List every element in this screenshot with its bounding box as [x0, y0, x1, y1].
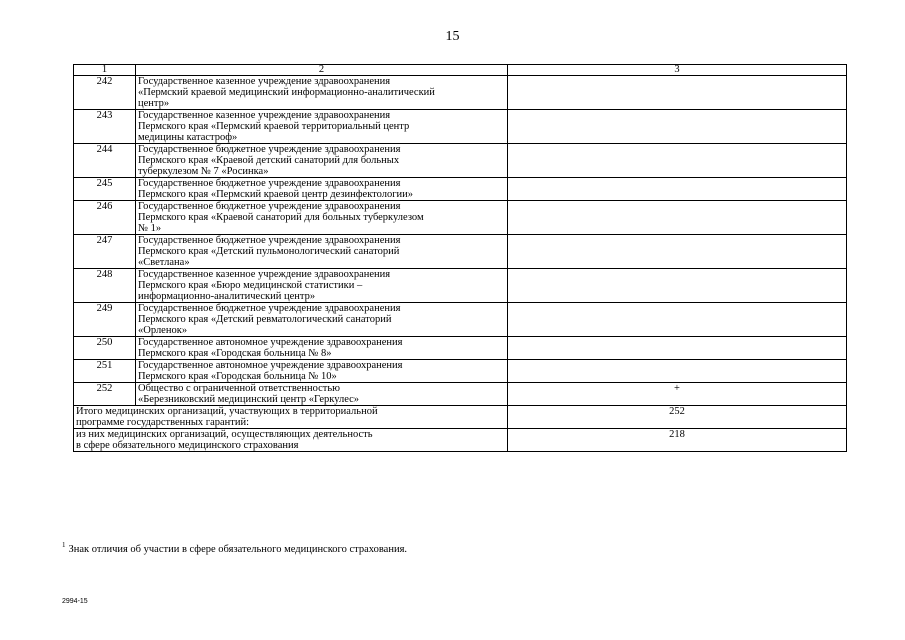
footnote-text: Знак отличия об участии в сфере обязательного медицинского страхования.: [68, 544, 408, 555]
oms-mark: +: [508, 383, 847, 406]
organization-name-line: Пермского края «Городская больница № 8»: [138, 348, 332, 359]
organization-name-line: «Пермский краевой медицинский информационно-аналитический: [138, 87, 435, 98]
organization-name-line: медицины катастроф»: [138, 132, 238, 143]
organization-name-line: Общество с ограниченной ответственностью: [138, 383, 341, 394]
organization-name-line: Пермского края «Краевой детский санаторий для больных: [138, 155, 400, 166]
table-row: [74, 178, 847, 201]
organization-name-line: «Березниковский медицинский центр «Геркулес»: [138, 394, 360, 405]
column-header: 2: [136, 65, 508, 76]
table-row: [74, 76, 847, 110]
organization-name-line: «Светлана»: [138, 257, 190, 268]
organization-name-line: Государственное автономное учреждение здравоохранения: [138, 360, 403, 371]
row-number: 245: [74, 178, 136, 201]
row-number: 250: [74, 337, 136, 360]
organization-name: [136, 269, 508, 303]
document-code: 2994-15: [62, 598, 88, 605]
organization-name-line: Государственное казенное учреждение здравоохранения: [138, 76, 391, 87]
organizations-table: [73, 64, 847, 452]
organization-name-line: Пермского края «Городская больница № 10»: [138, 371, 337, 382]
organization-name-line: № 1»: [138, 223, 162, 234]
oms-mark: [508, 144, 847, 178]
column-header: 1: [74, 65, 136, 76]
oms-mark: [508, 76, 847, 110]
oms-mark: [508, 178, 847, 201]
organization-name-line: Пермского края «Пермский краевой центр дезинфектологии»: [138, 189, 414, 200]
row-number: 244: [74, 144, 136, 178]
row-number: 243: [74, 110, 136, 144]
column-header: 3: [508, 65, 847, 76]
summary-label: [74, 429, 508, 452]
summary-label: [74, 406, 508, 429]
organization-name-line: Государственное бюджетное учреждение здравоохранения: [138, 178, 401, 189]
organization-name: [136, 201, 508, 235]
oms-mark: [508, 360, 847, 383]
table-row: [74, 201, 847, 235]
summary-label-line: из них медицинских организаций, осуществляющих деятельность: [76, 429, 373, 440]
oms-mark: [508, 303, 847, 337]
page-number: 15: [445, 29, 460, 44]
organization-name-line: Пермского края «Бюро медицинской статистики –: [138, 280, 363, 291]
organization-name-line: Пермского края «Детский ревматологический санаторий: [138, 314, 392, 325]
summary-label-line: программе государственных гарантий:: [76, 417, 250, 428]
organization-name-line: «Орленок»: [138, 325, 188, 336]
column-header-row: [74, 65, 847, 76]
table-row: [74, 269, 847, 303]
oms-mark: [508, 269, 847, 303]
organization-name: [136, 178, 508, 201]
organization-name-line: Государственное казенное учреждение здравоохранения: [138, 110, 391, 121]
oms-mark: [508, 337, 847, 360]
organization-name-line: Государственное бюджетное учреждение здравоохранения: [138, 201, 401, 212]
organization-name-line: Государственное казенное учреждение здравоохранения: [138, 269, 391, 280]
organization-name: [136, 76, 508, 110]
table-row: [74, 235, 847, 269]
oms-mark: [508, 110, 847, 144]
summary-value: 252: [508, 406, 847, 429]
organization-name: [136, 360, 508, 383]
row-number: 246: [74, 201, 136, 235]
table-row: [74, 360, 847, 383]
organization-name: [136, 144, 508, 178]
row-number: 248: [74, 269, 136, 303]
row-number: 242: [74, 76, 136, 110]
organization-name-line: Государственное автономное учреждение здравоохранения: [138, 337, 403, 348]
organization-name: [136, 383, 508, 406]
organization-name: [136, 337, 508, 360]
organization-name: [136, 235, 508, 269]
organization-name-line: Государственное бюджетное учреждение здравоохранения: [138, 144, 401, 155]
row-number: 251: [74, 360, 136, 383]
table-row: [74, 337, 847, 360]
summary-label-line: в сфере обязательного медицинского страхования: [76, 440, 299, 451]
oms-mark: [508, 201, 847, 235]
organization-name: [136, 303, 508, 337]
organization-name-line: информационно-аналитический центр»: [138, 291, 316, 302]
organization-name-line: Пермского края «Пермский краевой территориальный центр: [138, 121, 410, 132]
summary-row: [74, 429, 847, 452]
table-row: [74, 383, 847, 406]
organization-name-line: туберкулезом № 7 «Росинка»: [138, 166, 269, 177]
row-number: 252: [74, 383, 136, 406]
summary-value: 218: [508, 429, 847, 452]
organization-name-line: центр»: [138, 98, 170, 109]
row-number: 247: [74, 235, 136, 269]
table-row: [74, 144, 847, 178]
organization-name: [136, 110, 508, 144]
summary-row: [74, 406, 847, 429]
table-row: [74, 303, 847, 337]
organization-name-line: Государственное бюджетное учреждение здравоохранения: [138, 303, 401, 314]
table-row: [74, 110, 847, 144]
organization-name-line: Пермского края «Краевой санаторий для больных туберкулезом: [138, 212, 424, 223]
footnote-marker: 1: [62, 541, 66, 549]
organization-name-line: Государственное бюджетное учреждение здравоохранения: [138, 235, 401, 246]
oms-mark: [508, 235, 847, 269]
summary-label-line: Итого медицинских организаций, участвующих в территориальной: [76, 406, 378, 417]
row-number: 249: [74, 303, 136, 337]
organization-name-line: Пермского края «Детский пульмонологический санаторий: [138, 246, 400, 257]
footnote: [62, 541, 408, 555]
